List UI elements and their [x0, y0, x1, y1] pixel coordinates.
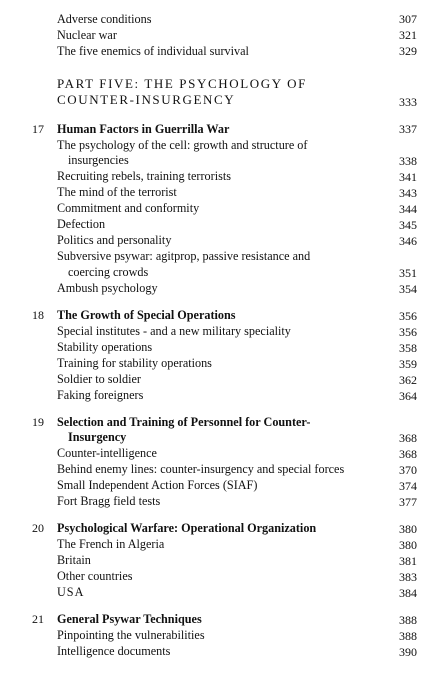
chapter-title: Psychological Warfare: Operational Organization	[57, 521, 317, 535]
page-number: 390	[399, 645, 417, 659]
chapter-number: 17	[32, 122, 44, 136]
toc-entry: Faking foreigners	[57, 388, 144, 402]
toc-entry: Other countries	[57, 569, 133, 583]
page-number: 344	[399, 202, 417, 216]
page-number: 381	[399, 554, 417, 568]
toc-entry-continued: coercing crowds	[68, 265, 149, 279]
toc-entry: Behind enemy lines: counter-insurgency and special forces	[57, 462, 345, 476]
toc-entry: USA	[57, 585, 85, 599]
page-number: 333	[399, 95, 417, 109]
page-number: 329	[399, 44, 417, 58]
page-number: 364	[399, 389, 417, 403]
page-number: 384	[399, 586, 417, 600]
toc-entry-continued: insurgencies	[68, 153, 129, 167]
page-number: 351	[399, 266, 417, 280]
chapter-title: General Psywar Techniques	[57, 612, 202, 626]
chapter-title: The Growth of Special Operations	[57, 308, 236, 322]
page-number: 388	[399, 613, 417, 627]
chapter-number: 20	[32, 521, 44, 535]
chapter-number: 19	[32, 415, 44, 429]
page-number: 377	[399, 495, 417, 509]
toc-entry: Counter-intelligence	[57, 446, 157, 460]
toc-entry: Special institutes - and a new military speciality	[57, 324, 291, 338]
page-number: 341	[399, 170, 417, 184]
toc-entry: Commitment and conformity	[57, 201, 200, 215]
toc-entry: Britain	[57, 553, 91, 567]
toc-entry: Defection	[57, 217, 106, 231]
page-number: 370	[399, 463, 417, 477]
part-heading-line1: PART FIVE: THE PSYCHOLOGY OF	[57, 76, 307, 91]
chapter-number: 18	[32, 308, 44, 322]
toc-entry: Fort Bragg field tests	[57, 494, 161, 508]
page-number: 380	[399, 538, 417, 552]
page-number: 356	[399, 309, 417, 323]
page-number: 337	[399, 122, 417, 136]
page-number: 368	[399, 447, 417, 461]
toc-entry: Recruiting rebels, training terrorists	[57, 169, 231, 183]
toc-entry: Politics and personality	[57, 233, 172, 247]
page-number: 380	[399, 522, 417, 536]
page-number: 345	[399, 218, 417, 232]
page-number: 307	[399, 12, 417, 26]
toc-entry: Subversive psywar: agitprop, passive resistance and	[57, 249, 311, 263]
page-number: 338	[399, 154, 417, 168]
page-number: 368	[399, 431, 417, 445]
page-number: 346	[399, 234, 417, 248]
page-number: 321	[399, 28, 417, 42]
toc-entry: Stability operations	[57, 340, 153, 354]
page-number: 374	[399, 479, 417, 493]
chapter-title: Selection and Training of Personnel for Counter-	[57, 415, 311, 429]
page-number: 359	[399, 357, 417, 371]
toc-entry: Soldier to soldier	[57, 372, 141, 386]
part-heading-line2: COUNTER-INSURGENCY	[57, 92, 236, 107]
chapter-number: 21	[32, 612, 44, 626]
page-number: 362	[399, 373, 417, 387]
toc-entry: Ambush psychology	[57, 281, 158, 295]
page-number: 356	[399, 325, 417, 339]
toc-entry: Intelligence documents	[57, 644, 171, 658]
toc-entry: Small Independent Action Forces (SIAF)	[57, 478, 258, 492]
chapter-title: Human Factors in Guerrilla War	[57, 122, 230, 136]
toc-entry: Adverse conditions	[57, 12, 152, 26]
page-number: 383	[399, 570, 417, 584]
page-number: 343	[399, 186, 417, 200]
toc-entry: Nuclear war	[57, 28, 117, 42]
toc-entry: Training for stability operations	[57, 356, 212, 370]
page-number: 354	[399, 282, 417, 296]
page-number: 358	[399, 341, 417, 355]
toc-entry: The psychology of the cell: growth and structure of	[57, 138, 308, 152]
toc-entry: The five enemics of individual survival	[57, 44, 249, 58]
toc-entry: The French in Algeria	[57, 537, 165, 551]
toc-entry: The mind of the terrorist	[57, 185, 177, 199]
toc-entry: Pinpointing the vulnerabilities	[57, 628, 205, 642]
chapter-title-continued: Insurgency	[68, 430, 127, 444]
page-number: 388	[399, 629, 417, 643]
